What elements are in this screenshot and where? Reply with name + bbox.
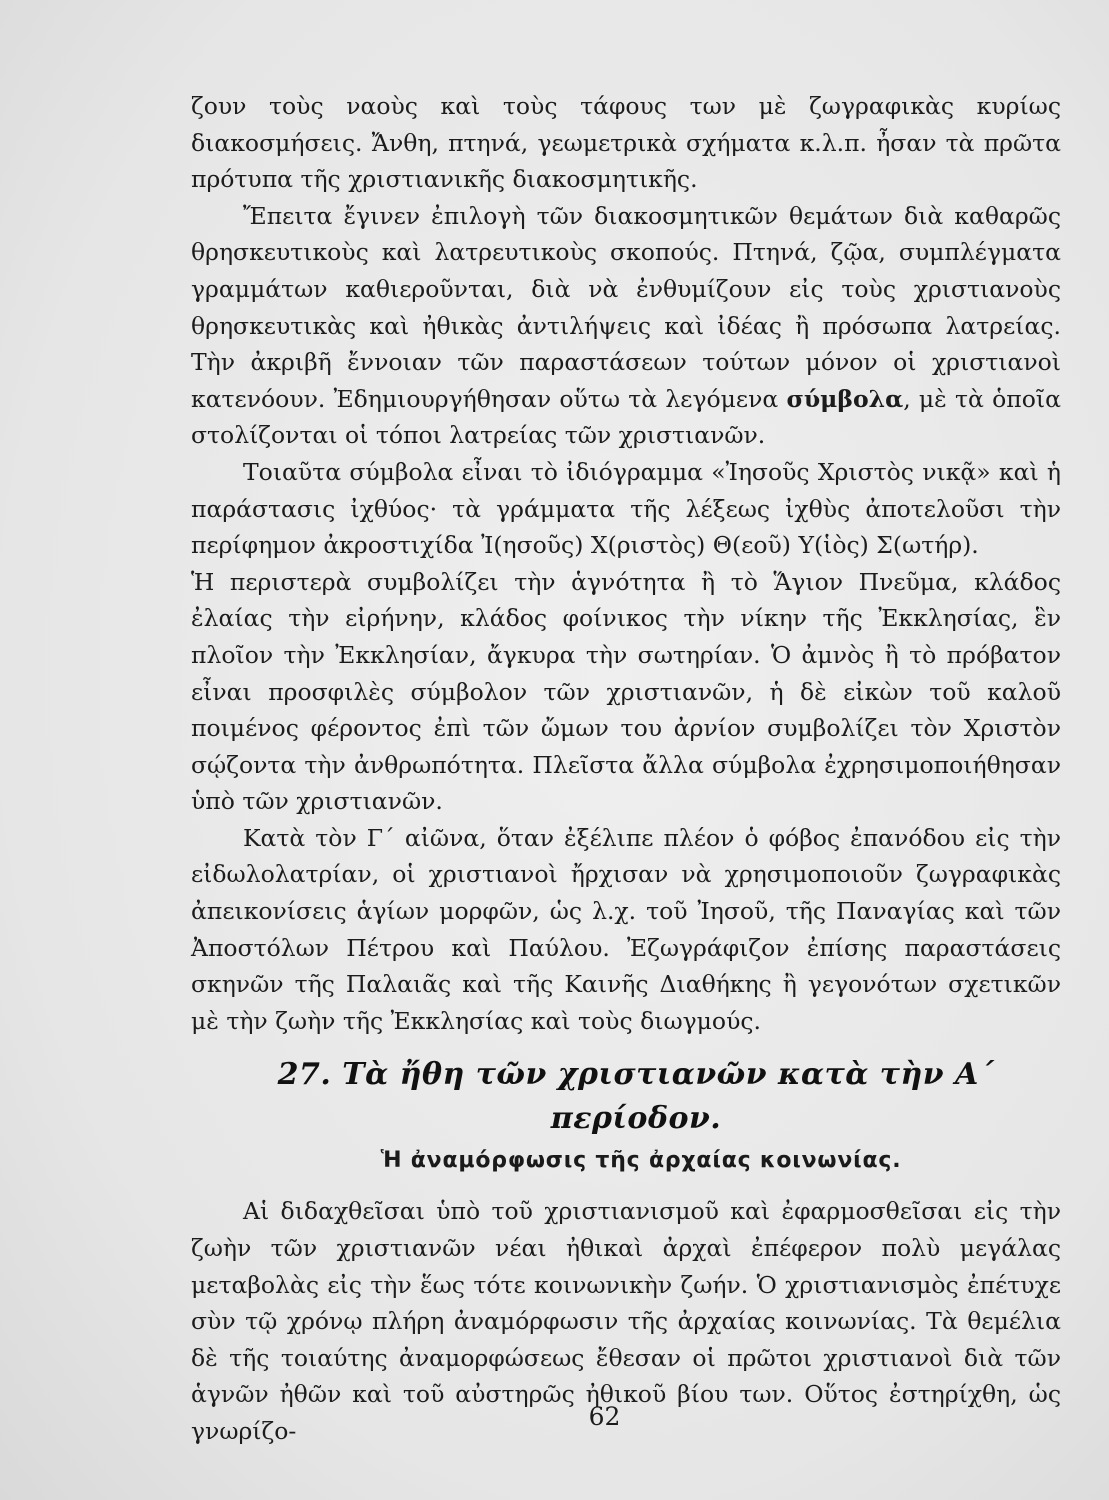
paragraph-symbols-intro bbox=[191, 198, 1061, 454]
body-text bbox=[191, 88, 1061, 1450]
section-heading: 27. Τὰ ἤθη τῶν χριστιανῶν κατὰ τὴν Α΄ περίοδον. bbox=[277, 1057, 995, 1137]
paragraph-text: Ἔπειτα ἔγινεν ἐπιλογὴ τῶν διακοσμητικῶν θεμάτων διὰ καθαρῶς θρησκευτικοὺς καὶ λατρευτικοὺς σκοπούς. Πτηνά, ζῷα, συμπλέγματα γραμμάτων καθιεροῦνται, διὰ νὰ ἐνθυμίζουν εἰς τοὺς χριστιανοὺς θρησκευτικὰς καὶ ἠθικὰς ἀντιλήψεις καὶ ἰδέας ἢ πρόσωπα λατρείας. Τὴν ἀκριβῆ ἔννοιαν τῶν παραστάσεων τούτων μόνον οἱ χριστιανοὶ κατενόουν. Ἐδημιουργήθησαν οὕτω τὰ λεγόμενα bbox=[191, 201, 1061, 413]
bold-term-symbola: σύμβολα bbox=[786, 384, 904, 413]
paragraph-continuation: ζουν τοὺς ναοὺς καὶ τοὺς τάφους των μὲ ζωγραφικὰς κυρίως διακοσμήσεις. Ἄνθη, πτηνά, γεωμετρικὰ σχήματα κ.λ.π. ἦσαν τὰ πρῶτα πρότυπα τῆς χριστιανικῆς διακοσμητικῆς. bbox=[191, 92, 1061, 194]
paragraph-ichthys: Τοιαῦτα σύμβολα εἶναι τὸ ἰδιόγραμμα «Ἰησοῦς Χριστὸς νικᾷ» καὶ ἡ παράστασις ἰχθύος· τὰ γράμματα τῆς λέξεως ἰχθὺς ἀποτελοῦσι τὴν περίφημον ἀκροστιχίδα Ἰ(ησοῦς) Χ(ριστὸς) Θ(εοῦ) Υ(ἱὸς) Σ(ωτήρ). bbox=[191, 457, 1061, 560]
paragraph-reform: Αἱ διδαχθεῖσαι ὑπὸ τοῦ χριστιανισμοῦ καὶ ἐφαρμοσθεῖσαι εἰς τὴν ζωὴν τῶν χριστιανῶν νέαι ἠθικαὶ ἀρχαὶ ἐπέφερον πολὺ μεγάλας μεταβολὰς εἰς τὴν ἕως τότε κοινωνικὴν ζωήν. Ὁ χριστιανισμὸς ἐπέτυχε σὺν τῷ χρόνῳ πλήρη ἀναμόρφωσιν τῆς ἀρχαίας κοινωνίας. Τὰ θεμέλια δὲ τῆς τοιαύτης ἀναμορφώσεως ἔθεσαν οἱ πρῶτοι χριστιανοὶ διὰ τῶν ἁγνῶν ἠθῶν καὶ τοῦ αὐστηρῶς ἠθικοῦ βίου των. Οὕτος ἐστηρίχθη, ὡς γνωρίζο- bbox=[191, 1197, 1061, 1445]
section-subheading: Ἡ ἀναμόρφωσις τῆς ἀρχαίας κοινωνίας. bbox=[380, 1148, 902, 1174]
paragraph-dove: Ἡ περιστερὰ συμβολίζει τὴν ἁγνότητα ἢ τὸ Ἅγιον Πνεῦμα, κλάδος ἐλαίας τὴν εἰρήνην, κλάδος φοίνικος τὴν νίκην τῆς Ἐκκλησίας, ἓν πλοῖον τὴν Ἐκκλησίαν, ἄγκυρα τὴν σωτηρίαν. Ὁ ἀμνὸς ἢ τὸ πρόβατον εἶναι προσφιλὲς σύμβολον τῶν χριστιανῶν, ἡ δὲ εἰκὼν τοῦ καλοῦ ποιμένος φέροντος ἐπὶ τῶν ὤμων του ἀρνίον συμβολίζει τὸν Χριστὸν σῴζοντα τὴν ἀνθρωπότητα. Πλεῖστα ἄλλα σύμβολα ἐχρησιμοποιήθησαν ὑπὸ τῶν χριστιανῶν. bbox=[191, 567, 1061, 816]
paragraph-third-century: Κατὰ τὸν Γ΄ αἰῶνα, ὅταν ἐξέλιπε πλέον ὁ φόβος ἐπανόδου εἰς τὴν εἰδωλολατρίαν, οἱ χριστιανοὶ ἤρχισαν νὰ χρησιμοποιοῦν ζωγραφικὰς ἀπεικονίσεις ἁγίων μορφῶν, ὡς λ.χ. τοῦ Ἰησοῦ, τῆς Παναγίας καὶ τῶν Ἀποστόλων Πέτρου καὶ Παύλου. Ἐζωγράφιζον ἐπίσης παραστάσεις σκηνῶν τῆς Παλαιᾶς καὶ τῆς Καινῆς Διαθήκης ἢ γεγονότων σχετικῶν μὲ τὴν ζωὴν τῆς Ἐκκλησίας καὶ τοὺς διωγμούς. bbox=[191, 823, 1061, 1035]
paragraph-text: , μὲ τὰ ὁποῖα στολίζονται οἱ τόποι λατρείας τῶν χριστιανῶν. bbox=[191, 384, 1061, 450]
page-number: 62 bbox=[588, 1402, 621, 1431]
